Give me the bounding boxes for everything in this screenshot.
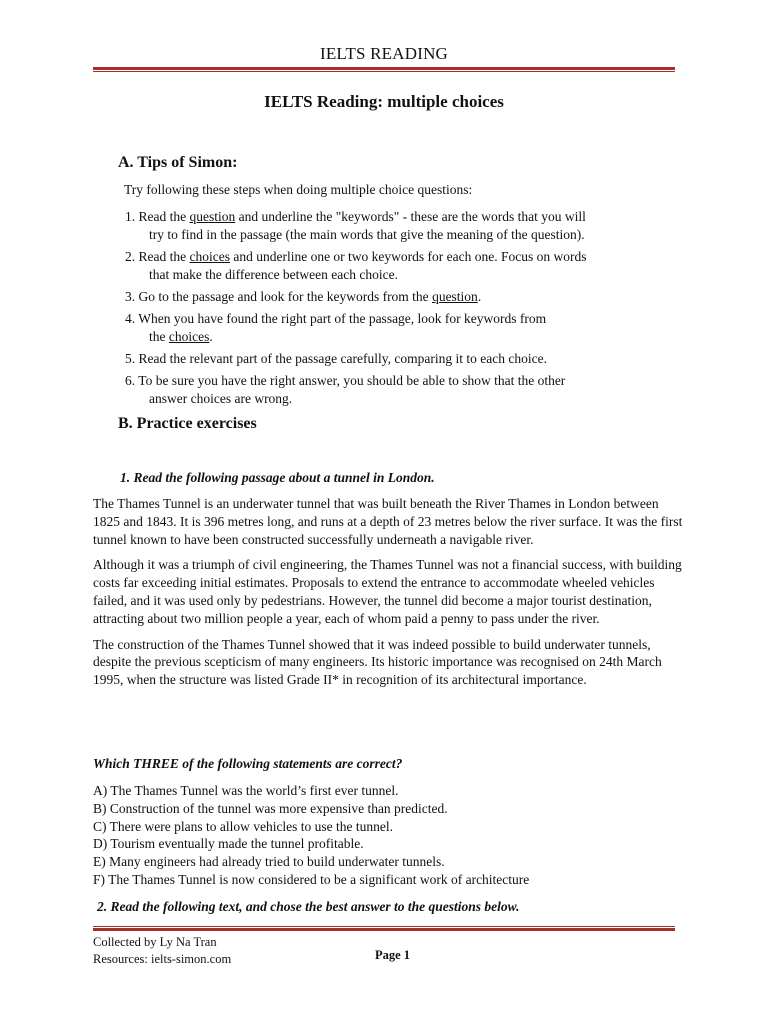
tip-item: 3. Go to the passage and look for the keywords from the question. [125,289,482,304]
exercise-2-title: 2. Read the following text, and chose the best answer to the questions below. [97,899,520,914]
answer-option: E) Many engineers had already tried to build underwater tunnels. [93,854,445,870]
section-b-heading: B. Practice exercises [118,415,257,432]
answer-options [93,782,529,889]
answer-option: D) Tourism eventually made the tunnel profitable. [93,836,364,852]
tip-item: 6. To be sure you have the right answer, you should be able to show that the other answer choices are wrong. [125,373,566,406]
footer-resources: Resources: ielts-simon.com [93,951,232,966]
tip-item: 5. Read the relevant part of the passage carefully, comparing it to each choice. [125,351,547,366]
footer-credits [93,934,231,967]
section-a-intro: Try following these steps when doing multiple choice questions: [124,182,473,197]
answer-option: A) The Thames Tunnel was the world’s first ever tunnel. [93,783,399,798]
document-title: IELTS Reading: multiple choices [264,92,504,111]
passage-paragraph: The construction of the Thames Tunnel showed that it was indeed possible to build underwater tunnels, despite the previous scepticism of many engineers. Its historic importance was recognised on 24th March 1995, when the structure was listed Grade II* in recognition of its architectural importance. [93,636,662,688]
header-title: IELTS READING [319,44,449,63]
header-rule [93,67,675,72]
tip-item: 1. Read the question and underline the "keywords" - these are the words that you will try to find in the passage (the main words that give the meaning of the question). [125,209,586,242]
footer-collected: Collected by Ly Na Tran [93,935,217,949]
passage-paragraph: Although it was a triumph of civil engineering, the Thames Tunnel was not a financial success, with building costs far exceeding initial estimates. Proposals to extend the entrance to accommodate wheeled vehicles failed, and it was used only by pedestrians. However, the tunnel did become a major tourist destination, attracting about two million people a year, each of whom paid a penny to pass under the river. [93,557,682,626]
answer-option: B) Construction of the tunnel was more expensive than predicted. [93,800,448,816]
page-number: Page 1 [375,948,411,962]
answer-option: F) The Thames Tunnel is now considered to be a significant work of architecture [93,871,530,887]
reading-passage [93,495,683,697]
section-a-heading: A. Tips of Simon: [118,154,238,171]
answer-option: C) There were plans to allow vehicles to use the tunnel. [93,818,394,834]
passage-paragraph: The Thames Tunnel is an underwater tunnel that was built beneath the River Thames in London between 1825 and 1843. It is 396 metres long, and runs at a depth of 23 metres below the river surface. It was the first tunnel known to have been constructed successfully underneath a navigable river. [93,496,683,547]
exercise-1-title: 1. Read the following passage about a tunnel in London. [120,470,435,485]
tip-item: 2. Read the choices and underline one or two keywords for each one. Focus on words that make the difference between each choice. [125,249,587,282]
exercise-1-question: Which THREE of the following statements are correct? [93,756,403,771]
footer-rule [93,926,675,931]
tips-list [125,208,665,412]
tip-item: 4. When you have found the right part of the passage, look for keywords from the choices. [125,311,547,344]
